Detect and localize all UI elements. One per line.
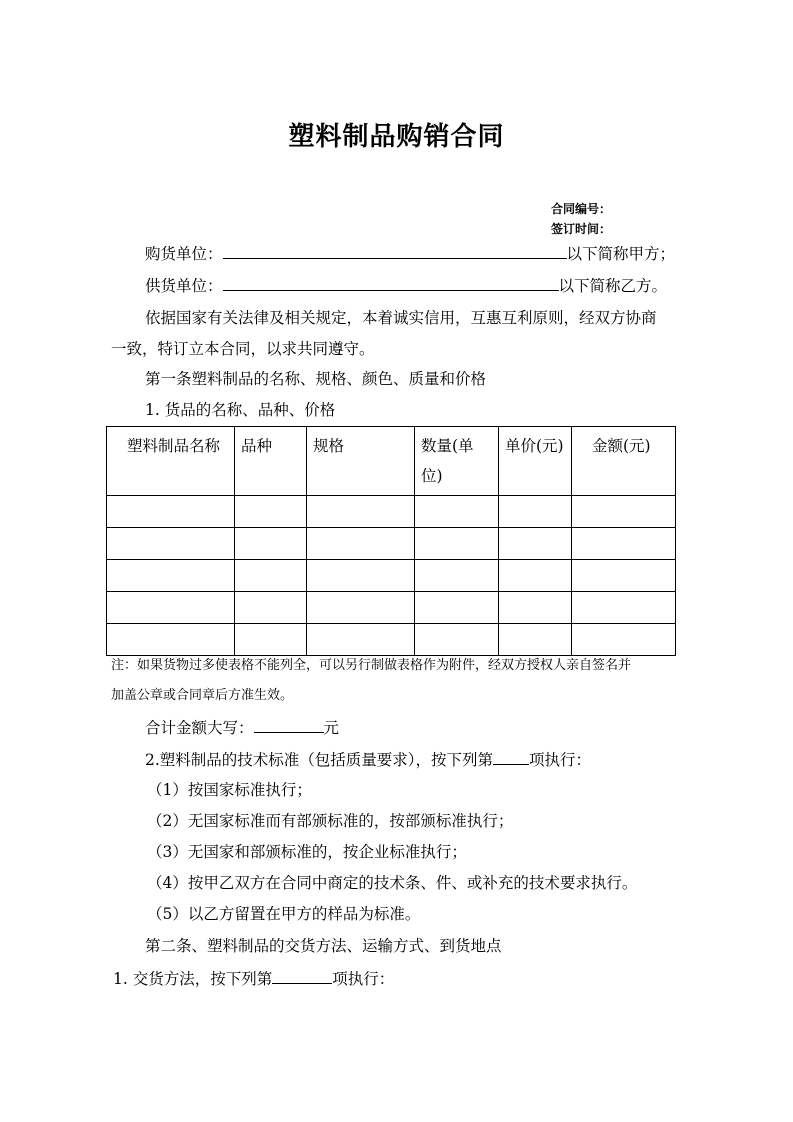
standard-option-1: （1）按国家标准执行；: [147, 781, 312, 799]
table-cell[interactable]: [415, 592, 499, 624]
seller-line: [145, 274, 667, 297]
table-cell[interactable]: [235, 560, 307, 592]
header-cell-name: 塑料制品名称: [107, 427, 235, 496]
buyer-label: 购货单位：: [145, 245, 223, 263]
table-cell[interactable]: [415, 560, 499, 592]
table-cell[interactable]: [235, 624, 307, 656]
table-row: [107, 560, 676, 592]
table-cell[interactable]: [307, 528, 415, 560]
article2-heading: 第二条、塑料制品的交货方法、运输方式、到货地点: [145, 937, 502, 955]
table-cell[interactable]: [572, 528, 676, 560]
table-header-row: [107, 427, 676, 496]
document-title: 塑料制品购销合同: [288, 122, 505, 152]
table-note-line-2: 加盖公章或合同章后方准生效。: [111, 688, 294, 703]
table-cell[interactable]: [107, 592, 235, 624]
table-row: [107, 624, 676, 656]
article1-heading: 第一条塑料制品的名称、规格、颜色、质量和价格: [145, 370, 487, 388]
table-cell[interactable]: [415, 528, 499, 560]
table-cell[interactable]: [572, 624, 676, 656]
table-cell[interactable]: [499, 496, 572, 528]
header-cell-unit-price: 单价(元): [499, 427, 572, 496]
table-cell[interactable]: [499, 560, 572, 592]
buyer-suffix: 以下简称甲方；: [566, 245, 676, 263]
table-cell[interactable]: [572, 592, 676, 624]
table-cell[interactable]: [499, 624, 572, 656]
table-cell[interactable]: [307, 496, 415, 528]
table-cell[interactable]: [499, 528, 572, 560]
total-amount-blank[interactable]: [254, 716, 324, 733]
table-cell[interactable]: [107, 624, 235, 656]
table-row: [107, 528, 676, 560]
table-cell[interactable]: [107, 496, 235, 528]
preamble-line-1: 依据国家有关法律及相关规定，本着诚实信用，互惠互利原则，经双方协商: [145, 309, 657, 327]
delivery-method-suffix: 项执行：: [332, 970, 395, 988]
header-cell-amount: 金额(元): [572, 427, 676, 496]
table-cell[interactable]: [307, 592, 415, 624]
standard-option-2: （2）无国家标准而有部颁标准的，按部颁标准执行；: [147, 812, 514, 830]
total-amount-line: [145, 716, 339, 739]
buyer-blank[interactable]: [223, 242, 567, 259]
seller-label: 供货单位：: [145, 277, 223, 295]
header-cell-variety: 品种: [235, 427, 307, 496]
header-cell-spec: 规格: [307, 427, 415, 496]
table-cell[interactable]: [415, 496, 499, 528]
seller-blank[interactable]: [223, 274, 559, 291]
tech-standard-prefix: 2.塑料制品的技术标准（包括质量要求），按下列第: [145, 751, 494, 769]
delivery-method-prefix: 1. 交货方法，按下列第: [113, 970, 273, 988]
table-cell[interactable]: [572, 560, 676, 592]
table-cell[interactable]: [499, 592, 572, 624]
table-note-line-1: 注：如果货物过多使表格不能列全，可以另行制做表格作为附件，经双方授权人亲自签名并: [111, 658, 632, 673]
table-cell[interactable]: [235, 496, 307, 528]
standard-option-3: （3）无国家和部颁标准的，按企业标准执行；: [147, 843, 467, 861]
sign-time-label: 签订时间：: [551, 222, 612, 236]
delivery-method-line: [113, 967, 394, 990]
standard-option-5: （5）以乙方留置在甲方的样品为标准。: [147, 905, 421, 923]
table-row: [107, 592, 676, 624]
tech-standard-suffix: 项执行：: [529, 751, 592, 769]
delivery-method-blank[interactable]: [272, 967, 332, 984]
article1-sub1: 1. 货品的名称、品种、价格: [145, 401, 336, 419]
table-row: [107, 496, 676, 528]
seller-suffix: 以下简称乙方。: [558, 277, 668, 295]
table-cell[interactable]: [107, 560, 235, 592]
table-cell[interactable]: [107, 528, 235, 560]
tech-standard-blank[interactable]: [493, 748, 529, 765]
total-amount-label: 合计金额大写：: [145, 719, 254, 737]
preamble-line-2: 一致，特订立本合同，以求共同遵守。: [111, 340, 375, 358]
table-cell[interactable]: [415, 624, 499, 656]
goods-table: [106, 426, 676, 656]
header-cell-quantity: 数量(单 位): [415, 427, 499, 496]
contract-number-label: 合同编号：: [551, 202, 612, 216]
table-cell[interactable]: [235, 528, 307, 560]
buyer-line: [145, 242, 675, 265]
tech-standard-line: [145, 748, 591, 771]
total-amount-suffix: 元: [323, 719, 340, 737]
table-cell[interactable]: [572, 496, 676, 528]
standard-option-4: （4）按甲乙双方在合同中商定的技术条、件、或补充的技术要求执行。: [147, 874, 638, 892]
table-cell[interactable]: [307, 624, 415, 656]
table-cell[interactable]: [235, 592, 307, 624]
table-cell[interactable]: [307, 560, 415, 592]
